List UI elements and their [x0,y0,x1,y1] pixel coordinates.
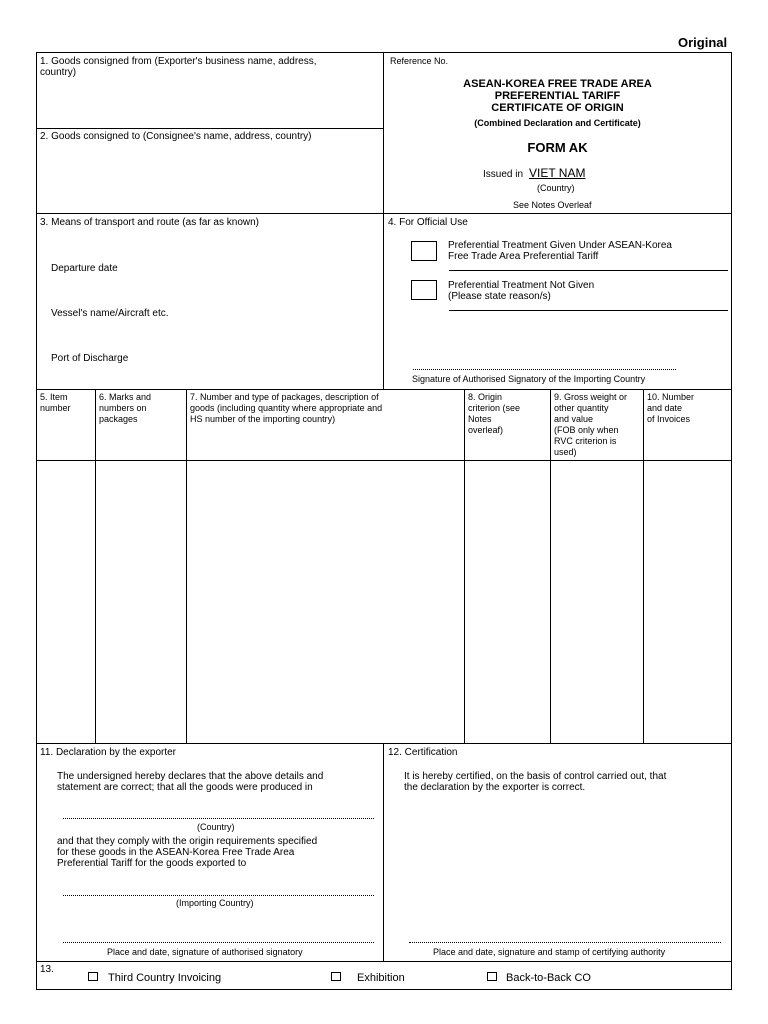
form-name: FORM AK [527,140,588,155]
col-marks-numbers: 6. Marks and numbers on packages [99,392,152,424]
origin-criterion-cell[interactable] [465,461,550,743]
box2-label: 2. Goods consigned to (Consignee's name, address, country) [40,131,312,142]
treatment-not-given-label: Preferential Treatment Not Given (Please state reason/s) [448,280,595,302]
box4-label: 4. For Official Use [388,217,468,228]
exhibition-checkbox[interactable] [331,972,341,981]
reference-label: Reference No. [390,56,449,66]
treatment-given-line [449,270,728,271]
importing-country-line [63,895,374,896]
invoices-cell[interactable] [644,461,731,743]
certifier-signature-caption: Place and date, signature and stamp of certifying authority [433,947,666,957]
col-invoices: 10. Number and date of Invoices [647,392,695,424]
importing-country-caption: (Importing Country) [176,898,254,908]
packages-description-cell[interactable] [187,461,464,743]
issued-country-caption: (Country) [537,183,575,193]
issued-country: VIET NAM [529,166,586,180]
box3-label: 3. Means of transport and route (as far as known) [40,217,259,228]
issued-in-label: Issued in [483,169,524,180]
treatment-not-given-line [449,310,728,311]
production-country-caption: (Country) [197,822,235,832]
third-country-invoicing-label: Third Country Invoicing [108,972,222,984]
form-title-line1: ASEAN-KOREA FREE TRADE AREA [463,78,652,90]
third-country-invoicing-checkbox[interactable] [88,972,98,981]
form-title-line2: PREFERENTIAL TARIFF [494,90,621,102]
form-subtitle: (Combined Declaration and Certificate) [474,118,641,128]
treatment-not-given-checkbox[interactable] [411,280,437,300]
item-number-cell[interactable] [37,461,95,743]
production-country-line [63,818,374,819]
gross-weight-cell[interactable] [551,461,643,743]
importing-signature-line [413,369,676,370]
vessel-name-label: Vessel's name/Aircraft etc. [51,308,169,319]
col-item-number: 5. Item number [40,392,71,413]
exporter-signature-line [63,942,374,943]
col-origin-criterion: 8. Origin criterion (see Notes overleaf) [468,392,521,435]
form-title-line3: CERTIFICATE OF ORIGIN [491,102,624,114]
box12-label: 12. Certification [388,747,458,758]
copy-label: Original [678,35,728,50]
treatment-given-label: Preferential Treatment Given Under ASEAN-Korea Free Trade Area Preferential Tariff [448,240,672,262]
marks-numbers-cell[interactable] [96,461,186,743]
col-packages-description: 7. Number and type of packages, description of goods (including quantity where appropriate and HS number of the importing country) [190,392,383,424]
exporter-declaration-text: The undersigned hereby declares that the above details and statement are correct; that all the goods were produced in [57,771,324,793]
certifier-signature-line [409,942,721,943]
back-to-back-co-label: Back-to-Back CO [506,972,591,984]
box1-label: 1. Goods consigned from (Exporter's business name, address, country) [40,56,317,78]
exhibition-label: Exhibition [357,972,405,984]
treatment-given-checkbox[interactable] [411,241,437,261]
departure-date-label: Departure date [51,263,118,274]
see-notes-overleaf: See Notes Overleaf [513,200,592,210]
origin-compliance-text: and that they comply with the origin requirements specified for these goods in the ASEAN-Korea Free Trade Area Preferential Tariff for the goods exported to [57,836,318,869]
col-gross-weight: 9. Gross weight or other quantity and value (FOB only when RVC criterion is used) [554,392,628,457]
certification-text: It is hereby certified, on the basis of control carried out, that the declaration by the exporter is correct. [404,771,667,793]
box13-label: 13. [40,964,54,975]
exporter-signature-caption: Place and date, signature of authorised signatory [107,947,303,957]
back-to-back-co-checkbox[interactable] [487,972,497,981]
box11-label: 11. Declaration by the exporter [40,747,177,758]
port-of-discharge-label: Port of Discharge [51,353,129,364]
importing-signature-caption: Signature of Authorised Signatory of the Importing Country [412,374,646,384]
